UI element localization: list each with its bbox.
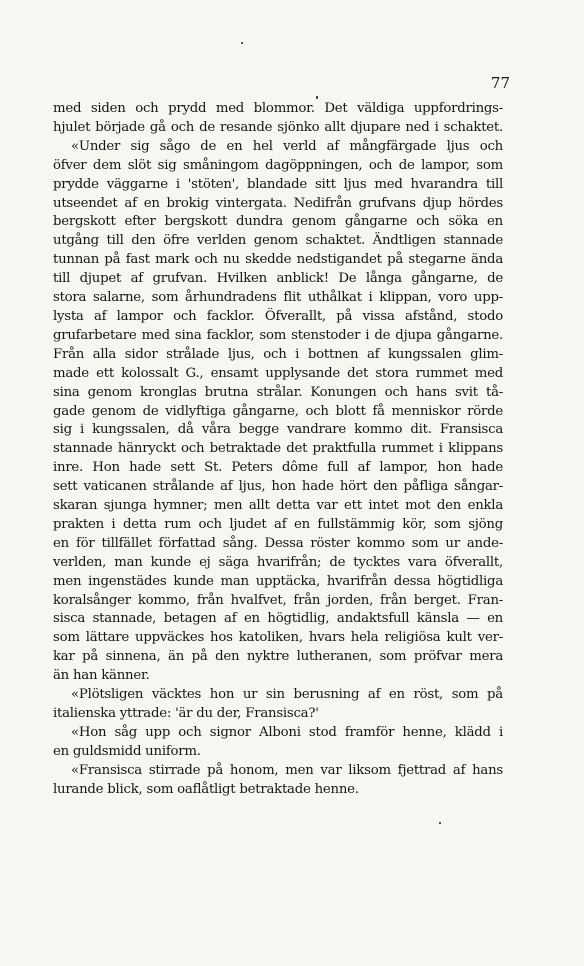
text-line: «Plötsligen väcktes hon ur sin berusning af en röst, som på	[71, 687, 503, 703]
text-line: sisca stannade, betagen af en högtidlig, andaktsfull känsla — en	[53, 611, 503, 627]
text-line: bergskott efter bergskott dundra genom gångarne och söka en	[53, 214, 503, 230]
text-line: hjulet började gå och de resande sjönko allt djupare ned i schaktet.	[53, 119, 503, 135]
page-number: 77	[490, 74, 510, 92]
text-line: «Under sig sågo de en hel verld af mångfärgade ljus och	[71, 138, 503, 154]
text-line: verlden, man kunde ej säga hvarifrån; de tycktes vara öfverallt,	[53, 554, 503, 570]
text-line: italienska yttrade: 'är du der, Fransisca?'	[53, 706, 319, 721]
text-line: gade genom de vidlyftiga gångarne, och blott få menniskor rörde	[53, 403, 503, 419]
ink-speck	[316, 96, 318, 99]
body-text	[53, 100, 503, 800]
text-line: Från alla sidor strålade ljus, och i bottnen af kungssalen glim-	[53, 346, 503, 362]
text-line: stora salarne, som århundradens flit uthålkat i klippan, voro upp-	[53, 290, 503, 306]
text-line: kar på sinnena, än på den nyktre lutheranen, som pröfvar mera	[53, 649, 503, 665]
text-line: utgång till den öfre verlden genom schaktet. Ändtligen stannade	[53, 233, 503, 249]
text-line: koralsånger kommo, från hvalfvet, från jorden, från berget. Fran-	[53, 592, 503, 608]
text-line: tunnan på fast mark och nu skedde nedstigandet på stegarne ända	[53, 252, 503, 268]
text-line: lurande blick, som oaflåtligt betraktade henne.	[53, 781, 359, 797]
ink-speck	[241, 42, 243, 44]
text-line: prakten i detta rum och ljudet af en fullstämmig kör, som sjöng	[53, 516, 503, 532]
text-line: en för tillfället författad sång. Dessa röster kommo som ur ande-	[53, 535, 503, 551]
text-line: sina genom kronglas brutna strålar. Konungen och hans svit tå-	[53, 384, 503, 400]
text-line: till djupet af grufvan. Hvilken anblick! De långa gångarne, de	[53, 271, 503, 287]
text-line: sett vaticanen strålande af ljus, hon hade hört den påfliga sångar-	[53, 479, 503, 495]
text-line: inre. Hon hade sett St. Peters dôme full af lampor, hon hade	[53, 460, 503, 476]
text-line: sig i kungssalen, då våra begge vandrare kommo dit. Fransisca	[53, 422, 503, 438]
text-line: lysta af lampor och facklor. Öfverallt, på vissa afstånd, stodo	[53, 308, 503, 324]
text-line: men ingenstädes kunde man upptäcka, hvarifrån dessa högtidliga	[53, 573, 503, 589]
text-line: grufarbetare med sina facklor, som stenstoder i de djupa gångarne.	[53, 327, 503, 343]
text-line: med siden och prydd med blommor. Det väldiga uppfordrings-	[53, 101, 503, 116]
ink-speck	[439, 822, 441, 824]
text-line: än han känner.	[53, 668, 150, 684]
text-line: «Fransisca stirrade på honom, men var liksom fjettrad af hans	[71, 762, 503, 778]
text-line: skaran sjunga hymner; men allt detta var ett intet mot den enkla	[53, 498, 503, 514]
text-line: en guldsmidd uniform.	[53, 743, 201, 759]
text-line: utseendet af en brokig vintergata. Nedifrån grufvans djup hördes	[53, 195, 503, 211]
text-line: som lättare uppväckes hos katoliken, hvars hela religiösa kult ver-	[53, 630, 503, 646]
text-line: öfver dem slöt sig småningom dagöppningen, och de lampor, som	[53, 157, 503, 173]
text-line: prydde väggarne i 'stöten', blandade sitt ljus med hvarandra till	[53, 176, 503, 192]
text-line: made ett kolossalt G., ensamt upplysande det stora rummet med	[53, 365, 503, 381]
text-line: «Hon såg upp och signor Alboni stod framför henne, klädd i	[71, 724, 503, 740]
text-line: stannade hänryckt och betraktade det praktfulla rummet i klippans	[53, 441, 503, 457]
